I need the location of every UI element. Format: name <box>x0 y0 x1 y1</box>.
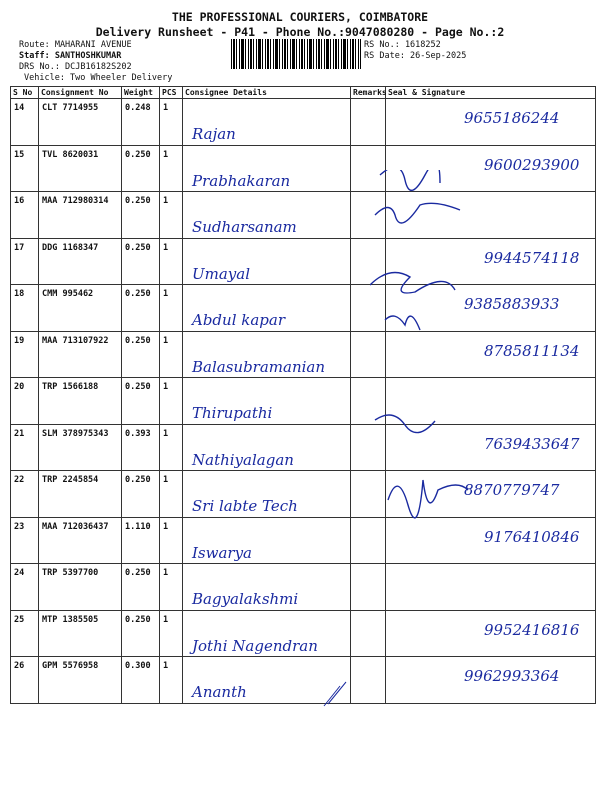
row-consignment-no: MAA 712036437 <box>39 517 122 564</box>
row-weight: 1.110 <box>122 517 160 564</box>
row-weight: 0.300 <box>122 657 160 704</box>
route-label: Route: MAHARANI AVENUE <box>19 40 132 50</box>
row-sno: 21 <box>11 424 39 471</box>
pen-mark <box>320 680 350 710</box>
runsheet-subtitle: Delivery Runsheet - P41 - Phone No.:9047080280 - Page No.:2 <box>95 25 505 39</box>
signature-phone: 8785811134 <box>484 341 580 360</box>
col-signature: Seal & Signature <box>386 87 596 99</box>
col-weight: Weight <box>122 87 160 99</box>
consignee-name: Rajan <box>192 125 236 143</box>
consignee-name: Nathiyalagan <box>192 450 294 469</box>
row-sno: 14 <box>11 99 39 146</box>
staff-label: Staff: SANTHOSHKUMAR <box>19 51 122 61</box>
row-consignment-no: MAA 713107922 <box>39 331 122 378</box>
row-pcs: 1 <box>160 238 183 285</box>
consignee-name: Ananth <box>192 683 247 701</box>
consignee-name: Sri labte Tech <box>192 497 298 515</box>
row-pcs: 1 <box>160 285 183 332</box>
row-consignment-no: TRP 5397700 <box>39 564 122 611</box>
row-pcs: 1 <box>160 564 183 611</box>
consignee-name: Umayal <box>192 264 251 283</box>
consignee-name: Jothi Nagendran <box>192 636 318 655</box>
row-weight: 0.250 <box>122 192 160 239</box>
row-sno: 17 <box>11 238 39 285</box>
signature-phone: 9952416816 <box>484 620 580 639</box>
row-consignment-no: CLT 7714955 <box>39 99 122 146</box>
row-pcs: 1 <box>160 99 183 146</box>
consignee-name: Sudharsanam <box>192 218 297 236</box>
table-row <box>11 657 596 704</box>
consignee-name: Thirupathi <box>192 404 273 422</box>
row-weight: 0.250 <box>122 238 160 285</box>
rs-date: RS Date: 26-Sep-2025 <box>364 51 467 61</box>
row-consignment-no: MAA 712980314 <box>39 192 122 239</box>
row-weight: 0.250 <box>122 564 160 611</box>
row-weight: 0.250 <box>122 471 160 518</box>
row-consignee <box>183 331 351 378</box>
row-consignee <box>183 564 351 611</box>
signature-phone: 7639433647 <box>484 434 580 453</box>
row-pcs: 1 <box>160 657 183 704</box>
row-pcs: 1 <box>160 192 183 239</box>
col-sno: S No <box>11 87 39 99</box>
row-sno: 26 <box>11 657 39 704</box>
row-consignment-no: TRP 1566188 <box>39 378 122 425</box>
table-row <box>11 99 596 146</box>
row-consignee <box>183 99 351 146</box>
row-sno: 23 <box>11 517 39 564</box>
consignee-name: Iswarya <box>192 543 252 562</box>
row-consignment-no: DDG 1168347 <box>39 238 122 285</box>
col-consignee: Consignee Details <box>183 87 351 99</box>
row-sno: 19 <box>11 331 39 378</box>
table-header-row <box>11 87 596 99</box>
signature-phone: 8870779747 <box>464 481 560 499</box>
row-consignee <box>183 471 351 518</box>
row-consignment-no: MTP 1385505 <box>39 610 122 657</box>
row-pcs: 1 <box>160 331 183 378</box>
barcode-image <box>231 39 361 69</box>
row-consignee <box>183 517 351 564</box>
row-sno: 18 <box>11 285 39 332</box>
vehicle-label: Vehicle: Two Wheeler Delivery <box>24 73 173 83</box>
row-consignee <box>183 238 351 285</box>
row-consignee <box>183 285 351 332</box>
row-consignee <box>183 378 351 425</box>
row-consignment-no: SLM 378975343 <box>39 424 122 471</box>
col-remarks: Remarks <box>351 87 386 99</box>
consignee-name: Abdul kapar <box>192 311 286 329</box>
row-sno: 25 <box>11 610 39 657</box>
row-pcs: 1 <box>160 424 183 471</box>
row-consignee <box>183 424 351 471</box>
consignee-name: Balasubramanian <box>192 357 326 376</box>
rs-number: RS No.: 1618252 <box>364 40 441 50</box>
signature-phone: 9600293900 <box>484 155 580 174</box>
company-title: THE PROFESSIONAL COURIERS, COIMBATORE <box>171 10 429 24</box>
row-consignee <box>183 610 351 657</box>
row-weight: 0.250 <box>122 378 160 425</box>
row-pcs: 1 <box>160 378 183 425</box>
col-consignment: Consignment No <box>39 87 122 99</box>
row-consignee <box>183 192 351 239</box>
row-sno: 22 <box>11 471 39 518</box>
signature-phone: 9962993364 <box>464 667 560 685</box>
row-signature <box>386 99 596 146</box>
row-consignment-no: TVL 8620031 <box>39 145 122 192</box>
row-pcs: 1 <box>160 610 183 657</box>
consignee-name: Bagyalakshmi <box>192 590 299 608</box>
consignee-name: Prabhakaran <box>192 171 291 190</box>
row-consignee <box>183 145 351 192</box>
row-weight: 0.248 <box>122 99 160 146</box>
row-weight: 0.393 <box>122 424 160 471</box>
row-remarks <box>351 99 386 146</box>
row-weight: 0.250 <box>122 331 160 378</box>
row-sno: 16 <box>11 192 39 239</box>
signature-scribbles <box>370 170 590 590</box>
signature-phone: 9176410846 <box>484 527 580 546</box>
row-pcs: 1 <box>160 145 183 192</box>
signature-phone: 9655186244 <box>464 109 560 127</box>
row-weight: 0.250 <box>122 285 160 332</box>
table-row <box>11 610 596 657</box>
row-consignment-no: TRP 2245854 <box>39 471 122 518</box>
row-sno: 15 <box>11 145 39 192</box>
row-sno: 24 <box>11 564 39 611</box>
row-weight: 0.250 <box>122 610 160 657</box>
drs-label: DRS No.: DCJB16182S202 <box>19 62 132 72</box>
row-remarks <box>351 610 386 657</box>
row-signature <box>386 610 596 657</box>
row-remarks <box>351 657 386 704</box>
row-weight: 0.250 <box>122 145 160 192</box>
signature-phone: 9944574118 <box>484 248 580 267</box>
row-signature <box>386 657 596 704</box>
row-pcs: 1 <box>160 471 183 518</box>
row-sno: 20 <box>11 378 39 425</box>
col-pcs: PCS <box>160 87 183 99</box>
row-consignment-no: GPM 5576958 <box>39 657 122 704</box>
row-pcs: 1 <box>160 517 183 564</box>
signature-phone: 9385883933 <box>464 295 560 313</box>
row-consignment-no: CMM 995462 <box>39 285 122 332</box>
